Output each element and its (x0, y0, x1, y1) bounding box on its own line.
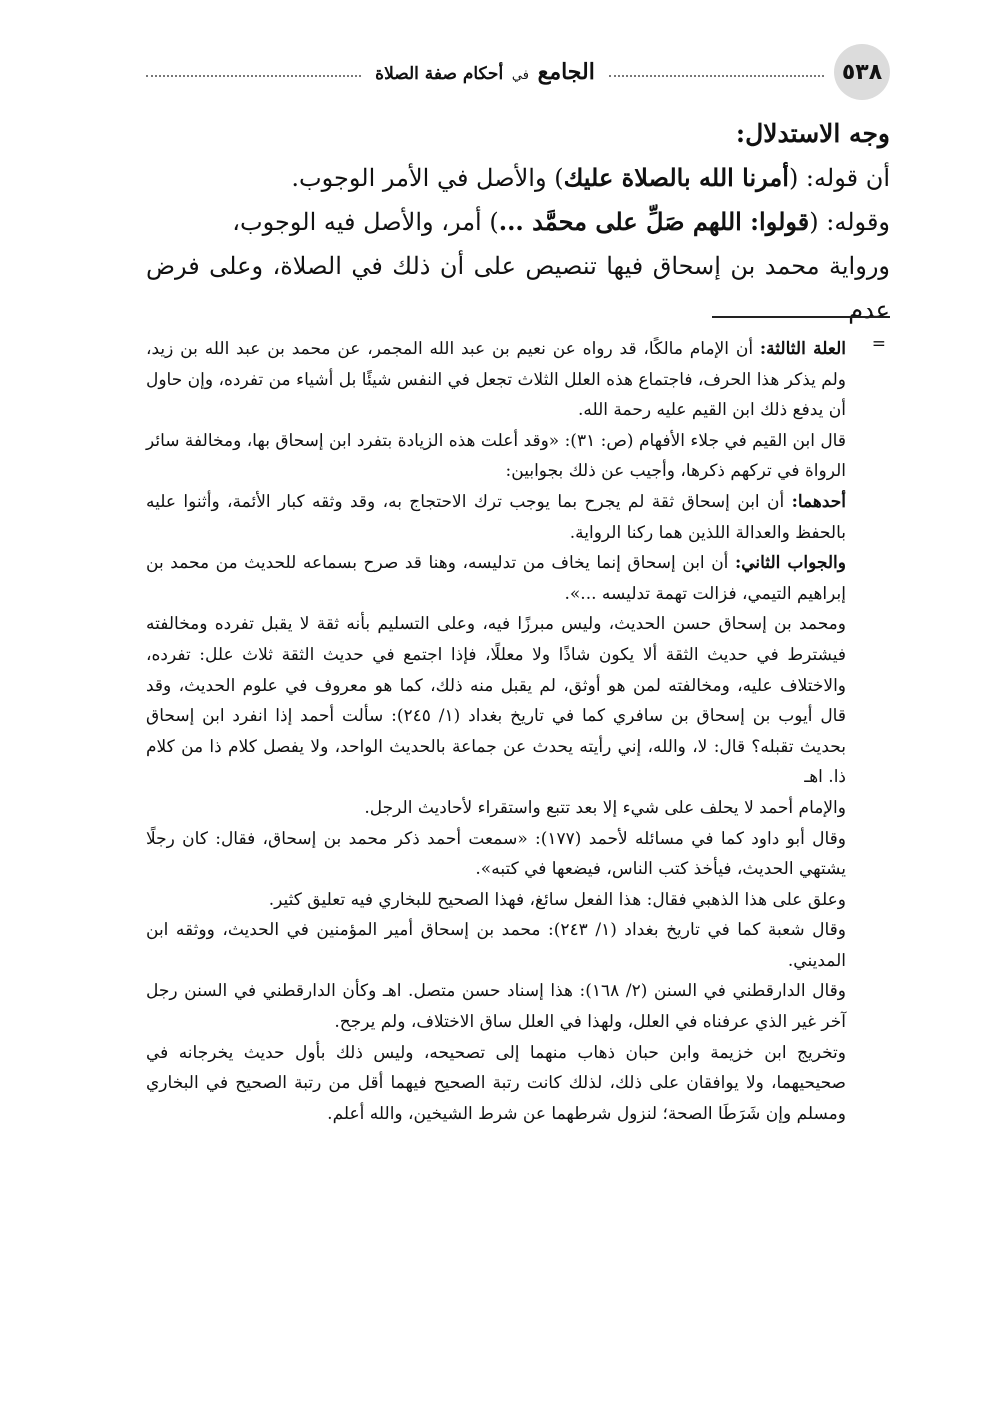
footnote-paragraph: والجواب الثاني: أن ابن إسحاق إنما يخاف من تدليسه، وهنا قد صرح بسماعه للحديث من محمد بن إبراهيم التيمي، فزالت تهمة تدليسه ...». (146, 553, 846, 604)
page-number-badge: ٥٣٨ (834, 44, 890, 100)
footnote (146, 334, 846, 1129)
footnote-paragraph: وقال أبو داود كما في مسائله لأحمد (١٧٧): «سمعت أحمد ذكر محمد بن إسحاق، فقال: كان رجلًا يشتهي الحديث، فيأخذ كتب الناس، فيضعها في كتبه». (146, 828, 846, 880)
footnote-paragraph: ومحمد بن إسحاق حسن الحديث، وليس مبرزًا فيه، وعلى التسليم بأنه ثقة لا يقبل تفرده ومخالفته فيشترط في حديث الثقة ألا يكون شاذًا ولا معللًا، فإذا اجتمع في حديث الثقة ثلاث علل: تفرده، والاختلاف عليه، ومخالفته لمن هو أوثق، لم يقبل منه ذلك، كما هو معروف في علوم الحديث، وقد قال أيوب بن إسحاق بن سافري كما في تاريخ بغداد (١/ ٢٤٥): سألت أحمد إذا انفرد ابن إسحاق بحديث تقبله؟ قال: لا، والله، إني رأيته يحدث عن جماعة بالحديث الواحد، ولا يفصل كلام ذا من كلام ذا. اهـ (146, 614, 846, 788)
section-heading: وجه الاستدلال: (735, 119, 890, 148)
header-dots-right (609, 75, 824, 77)
footnote-paragraph: وقال شعبة كما في تاريخ بغداد (١/ ٢٤٣): محمد بن إسحاق أمير المؤمنين في الحديث، ووثقه ابن المديني. (146, 920, 847, 971)
book-title-main: الجامع (537, 59, 595, 85)
book-title-small: في (511, 68, 529, 83)
quoted-phrase: أمرنا الله بالصلاة عليك (563, 163, 789, 192)
header-title-row (146, 58, 824, 86)
footnote-separator (712, 316, 890, 318)
main-line-1: أن قوله: (أمرنا الله بالصلاة عليك) والأصل في الأمر الوجوب. (291, 163, 890, 192)
book-title (361, 59, 609, 85)
footnote-paragraph: العلة الثالثة: أن الإمام مالكًا، قد رواه عن نعيم بن عبد الله المجمر، عن محمد بن عبد الله بن زيد، ولم يذكر هذا الحرف، فاجتماع هذه العلل الثلاث تجعل في النفس شيئًا بل أشياء من تفرده، وإن حاول أن يدفع ذلك ابن القيم عليه رحمة الله. (146, 339, 846, 421)
main-line-2: وقوله: (قولوا: اللهم صَلِّ على محمَّد ...) أمر، والأصل فيه الوجوب، (232, 207, 890, 236)
header-dots-left (146, 75, 361, 77)
main-line-3: ورواية محمد بن إسحاق فيها تنصيص على أن ذلك في الصلاة، وعلى فرض عدم (146, 252, 890, 324)
book-title-rest: أحكام صفة الصلاة (375, 64, 504, 84)
footnote-paragraph: أحدهما: أن ابن إسحاق ثقة لم يجرح بما يوجب ترك الاحتجاج به، وقد وثقه كبار الأئمة، وأثنوا عليه بالحفظ والعدالة اللذين هما ركنا الرواية. (146, 491, 846, 543)
footnote-continuation-mark: = (871, 334, 886, 354)
footnote-paragraph: وقال الدارقطني في السنن (٢/ ١٦٨): هذا إسناد حسن متصل. اهـ وكأن الدارقطني في السنن رجل آخر غير الذي عرفناه في العلل، ولهذا في العلل ساق الاختلاف، ولم يرجح. (146, 981, 846, 1033)
running-header (146, 44, 890, 104)
quoted-phrase: قولوا: اللهم صَلِّ على محمَّد ... (498, 207, 810, 236)
footnote-paragraph: قال ابن القيم في جلاء الأفهام (ص: ٣١): «وقد أعلت هذه الزيادة بتفرد ابن إسحاق بها، ومخالفة سائر الرواة في تركهم ذكرها، وأجيب عن ذلك بجوابين: (145, 430, 846, 482)
footnote-paragraph: وتخريج ابن خزيمة وابن حبان ذهاب منهما إلى تصحيحه، وليس ذلك بأول حديث يخرجانه في صحيحيهما، ولا يوافقان على ذلك، لذلك كانت رتبة الصحيح فيهما أقل من رتبة الصحيح في البخاري ومسلم وإن شَرَطَا الصحة؛ لنزول شرطهما عن شرط الشيخين، والله أعلم. (146, 1042, 846, 1124)
footnote-paragraph: والإمام أحمد لا يحلف على شيء إلا بعد تتبع واستقراء لأحاديث الرجل. (364, 797, 846, 818)
footnote-paragraph: وعلق على هذا الذهبي فقال: هذا الفعل سائغ، فهذا الصحيح للبخاري فيه تعليق كثير. (268, 889, 846, 910)
main-text (146, 112, 890, 332)
